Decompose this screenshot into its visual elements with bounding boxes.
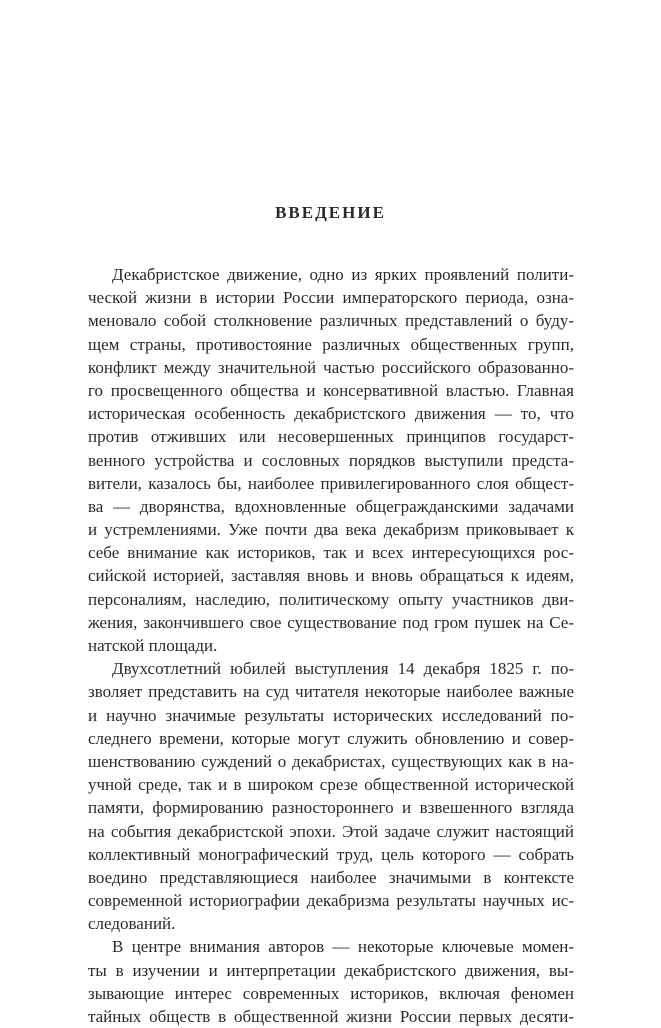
text-line: и научно значимые результаты исторических исследований по-: [88, 705, 574, 725]
text-line: щем страны, противостояние различных общественных групп,: [88, 334, 574, 354]
text-line: коллективный монографический труд, цель которого — собрать: [88, 844, 574, 864]
text-line: шенствованию суждений о декабристах, существующих как в на-: [88, 751, 574, 771]
text-line: жения, закончившего свое существование под гром пушек на Се-: [88, 612, 574, 632]
text-line: себе внимание как историков, так и всех интересующихся рос-: [88, 543, 574, 563]
text-line: учной среде, так и в широком срезе общественной исторической: [88, 775, 574, 795]
text-line: персоналиям, наследию, политическому опыту участников дви-: [88, 589, 574, 609]
text-line: тайных обществ в общественной жизни России первых десяти-: [88, 1007, 574, 1026]
text-line: зволяет представить на суд читателя некоторые наиболее важные: [88, 682, 574, 702]
text-line: воедино представляющиеся наиболее значимыми в контексте: [88, 867, 574, 887]
text-line: го просвещенного общества и консервативной властью. Главная: [88, 380, 574, 400]
text-line: вители, казалось бы, наиболее привилегированного слоя общест-: [88, 473, 574, 493]
text-line: ческой жизни в истории России императорского периода, озна-: [88, 288, 574, 308]
text-line: венного устройства и сословных порядков выступили предста-: [88, 450, 574, 470]
text-line: меновало собой столкновение различных представлений о буду-: [88, 311, 574, 331]
text-line: ва — дворянства, вдохновленные общегражданскими задачами: [88, 496, 574, 516]
text-line: против отживших или несовершенных принципов государст-: [88, 427, 574, 447]
text-line: Декабристское движение, одно из ярких проявлений полити-: [112, 265, 574, 284]
text-line: следнего времени, которые могут служить обновлению и совер-: [88, 728, 574, 748]
text-line: и устремлениями. Уже почти два века декабризм приковывает к: [88, 520, 574, 540]
introduction-text: [88, 263, 574, 1028]
text-line: зывающие интерес современных историков, включая феномен: [88, 983, 574, 1003]
text-line: сийской историей, заставляя вновь и вновь обращаться к идеям,: [88, 566, 574, 586]
page-heading: ВВЕДЕНИЕ: [275, 203, 386, 222]
text-line: следований.: [88, 914, 176, 934]
text-line: натской площади.: [88, 636, 218, 655]
text-line: ты в изучении и интерпретации декабристского движения, вы-: [88, 960, 574, 980]
text-line: на события декабристской эпохи. Этой задаче служит настоящий: [88, 821, 574, 841]
text-line: конфликт между значительной частью российского образованно-: [88, 357, 574, 377]
text-line: историческая особенность декабристского движения — то, что: [88, 404, 574, 424]
text-line: памяти, формированию разностороннего и взвешенного взгляда: [88, 798, 574, 818]
text-line: Двухсотлетний юбилей выступления 14 декабря 1825 г. по-: [112, 659, 574, 679]
text-line: современной историографии декабризма результаты научных ис-: [88, 891, 574, 911]
text-line: В центре внимания авторов — некоторые ключевые момен-: [112, 937, 574, 957]
